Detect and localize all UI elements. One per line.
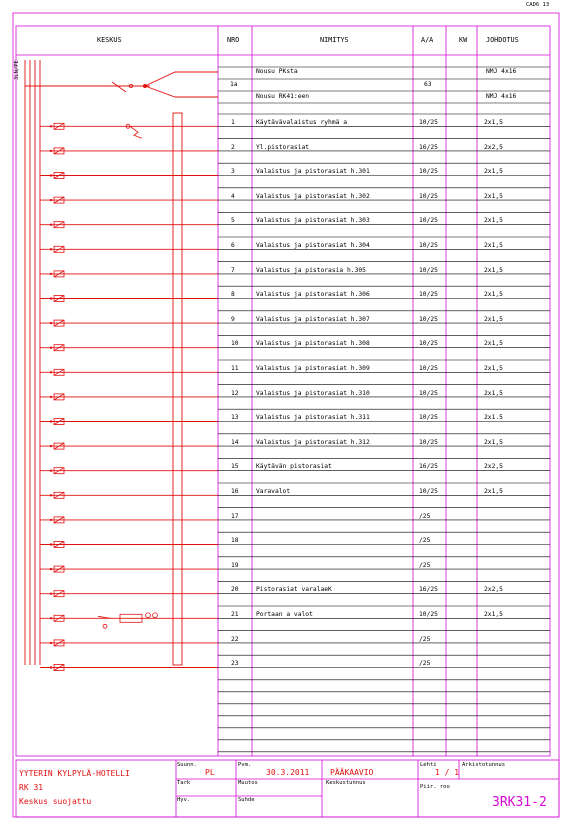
- breaker-dot: [50, 224, 52, 226]
- circuit-12-nimitys: Valaistus ja pistorasiat h.310: [256, 389, 370, 397]
- breaker-dot: [50, 347, 52, 349]
- circuit-21-johdotus: 2x1,5: [484, 611, 503, 618]
- circuit-6-aa: 10/25: [419, 242, 438, 249]
- circuit-13-aa: 10/25: [419, 414, 438, 422]
- indicator-lamp-2: [153, 613, 158, 618]
- circuit-12-nro: 12: [231, 389, 239, 397]
- circuit-4-aa: 10/25: [419, 192, 438, 200]
- label-arkistotunnus: Arkistotunnus: [462, 762, 506, 768]
- breaker-dot: [50, 568, 52, 570]
- circuit-21-aa: 10/25: [419, 611, 438, 618]
- circuit-13-johdotus: 2x1.5: [484, 414, 503, 422]
- main-switch: [112, 82, 126, 92]
- breaker-dot: [50, 273, 52, 275]
- value-pvm: 30.3.2011: [266, 768, 310, 777]
- header-johdotus: JOHDOTUS: [486, 36, 519, 44]
- circuit-7-nro: 7: [231, 266, 235, 274]
- breaker-dot: [50, 125, 52, 127]
- circuit-3-aa: 10/25: [419, 168, 438, 176]
- header-keskus: KESKUS: [97, 36, 122, 44]
- header-kw: KW: [459, 36, 468, 44]
- breaker-dot: [50, 248, 52, 250]
- circuit-7-johdotus: 2x1,5: [484, 266, 503, 274]
- busbar: [173, 113, 182, 665]
- breaker-dot: [50, 666, 52, 668]
- circuit-5-nro: 5: [231, 217, 235, 225]
- circuit-5-johdotus: 2x1,5: [484, 217, 503, 225]
- breaker-dot: [50, 199, 52, 201]
- circuit-3-nro: 3: [231, 168, 235, 176]
- circuit-1-nro: 1: [231, 119, 235, 126]
- label-lehti: Lehti: [420, 762, 437, 768]
- circuit-6-nro: 6: [231, 242, 235, 249]
- label-piir: Piir. roo: [420, 784, 450, 790]
- circuit-9-johdotus: 2x1,5: [484, 315, 503, 323]
- circuit-23-aa: /25: [419, 660, 431, 668]
- breaker-dot: [50, 593, 52, 595]
- circuit-2-aa: 16/25: [419, 143, 438, 151]
- breaker-dot: [50, 297, 52, 299]
- circuit-19-nro: 19: [231, 561, 239, 569]
- label-keskustunnus: Keskustunnus: [326, 780, 366, 786]
- breaker-dot: [50, 174, 52, 176]
- label-muutos: Muutos: [238, 780, 258, 786]
- breaker-dot: [50, 494, 52, 496]
- circuit-10-nimitys: Valaistus ja pistorasiat h.308: [256, 340, 370, 348]
- circuit-2-nimitys: Yl.pistorasiat: [256, 143, 310, 151]
- feed-riser-line: [145, 86, 218, 97]
- circuit-18-nro: 18: [231, 537, 239, 545]
- circuit-20-nimitys: Pistorasiat varalaeK: [256, 586, 332, 594]
- project-description: Keskus suojattu: [19, 797, 92, 806]
- breaker-dot: [50, 371, 52, 373]
- circuit-4-nimitys: Valaistus ja pistorasiat h.302: [256, 192, 370, 200]
- feed-up-line: [145, 72, 218, 86]
- circuit-11-aa: 10/25: [419, 365, 438, 372]
- circuit-2-nro: 2: [231, 143, 235, 151]
- circuit-7-nimitys: Valaistus ja pistorasia h.305: [256, 266, 366, 274]
- circuit-15-johdotus: 2x2,5: [484, 463, 503, 471]
- label-suhde: Suhde: [238, 797, 255, 803]
- feed-row-1-nimitys: Nousu PKsta: [256, 68, 298, 75]
- circuit-19-aa: /25: [419, 561, 431, 569]
- breaker-dot: [50, 445, 52, 447]
- indicator-lamp-1: [146, 613, 151, 618]
- circuit-12-aa: 10/25: [419, 389, 438, 397]
- push-button: [103, 624, 107, 628]
- circuit-11-nro: 11: [231, 365, 239, 372]
- breaker-dot: [50, 322, 52, 324]
- breaker-dot: [50, 543, 52, 545]
- circuit-9-nimitys: Valaistus ja pistorasiat h.307: [256, 315, 370, 323]
- circuit-9-nro: 9: [231, 315, 235, 323]
- circuit-18-aa: /25: [419, 537, 431, 545]
- circuit-1-aa: 10/25: [419, 119, 438, 126]
- circuit-8-aa: 10/25: [419, 291, 438, 299]
- circuit-8-nimitys: Valaistus ja pistorasiat h.306: [256, 291, 370, 299]
- sheet-code: CAD6 13: [526, 2, 550, 8]
- circuit-20-nro: 20: [231, 586, 239, 594]
- header-nro: NRO: [227, 36, 240, 44]
- circuit-14-nro: 14: [231, 438, 239, 446]
- circuit-7-aa: 10/25: [419, 266, 438, 274]
- feed-row-3-nimitys: Nousu RK41:een: [256, 93, 310, 100]
- circuit-17-aa: /25: [419, 512, 431, 520]
- circuit-10-johdotus: 2x1,5: [484, 340, 503, 348]
- feed-row-3-johdotus: NMJ 4x16: [486, 93, 517, 100]
- label-hyv: Hyv.: [177, 797, 191, 803]
- feed-row-1-johdotus: NMJ 4x16: [486, 68, 517, 75]
- circuit-4-nro: 4: [231, 192, 235, 200]
- feed-row-2-aa: 63: [424, 81, 432, 88]
- circuit-3-nimitys: Valaistus ja pistorasiat h.301: [256, 168, 370, 176]
- circuit-13-nimitys: Valaistus ja pistorasiat h.311: [256, 414, 370, 422]
- project-subtitle: RK 31: [19, 783, 44, 792]
- circuit-16-nro: 16: [231, 488, 239, 495]
- circuit-9-aa: 10/25: [419, 315, 438, 323]
- circuit-12-johdotus: 2x1,5: [484, 389, 503, 397]
- circuit-15-nimitys: Käytävän pistorasiat: [256, 463, 332, 471]
- circuit-20-aa: 16/25: [419, 586, 438, 594]
- breaker-dot: [50, 470, 52, 472]
- breaker-dot: [50, 150, 52, 152]
- circuit-4-johdotus: 2x1,5: [484, 192, 503, 200]
- circuit-14-aa: 10/25: [419, 438, 438, 446]
- circuit-10-nro: 10: [231, 340, 239, 348]
- circuit-14-nimitys: Valaistus ja pistorasiat h.312: [256, 438, 370, 446]
- feed-row-2-nro: 1a: [230, 81, 238, 88]
- label-pvm: Pvm.: [238, 762, 252, 768]
- circuit-20-johdotus: 2x2,5: [484, 586, 503, 594]
- circuit-16-aa: 10/25: [419, 488, 438, 495]
- label-suunn: Suunn.: [177, 762, 197, 768]
- circuit-13-nro: 13: [231, 414, 239, 422]
- label-tark: Tark: [177, 780, 191, 786]
- breaker-dot: [50, 519, 52, 521]
- relay-coil: [130, 126, 142, 138]
- circuit-10-aa: 10/25: [419, 340, 438, 348]
- header-aa: A/A: [421, 36, 434, 44]
- project-name: YYTERIN KYLPYLÄ-HOTELLI: [19, 769, 130, 778]
- header-nimitys: NIMITYS: [320, 36, 349, 44]
- breaker-dot: [50, 396, 52, 398]
- circuit-5-nimitys: Valaistus ja pistorasiat h.303: [256, 217, 370, 225]
- circuit-15-nro: 15: [231, 463, 239, 471]
- value-lehti: 1 / 1: [435, 768, 460, 777]
- circuit-15-aa: 16/25: [419, 463, 438, 471]
- breaker-dot: [50, 420, 52, 422]
- circuit-22-nro: 22: [231, 635, 239, 643]
- circuit-17-nro: 17: [231, 512, 239, 520]
- circuit-6-nimitys: Valaistus ja pistorasiat h.304: [256, 242, 370, 249]
- circuit-8-johdotus: 2x1,5: [484, 291, 503, 299]
- value-drawing-type: PÄÄKAAVIO: [330, 768, 374, 777]
- circuit-1-nimitys: Käytävävalaistus ryhmä a: [256, 119, 347, 126]
- breaker-dot: [50, 617, 52, 619]
- circuit-6-johdotus: 2x1,5: [484, 242, 503, 249]
- circuit-14-johdotus: 2x1,5: [484, 438, 503, 446]
- circuit-22-aa: /25: [419, 635, 431, 643]
- circuit-21-nro: 21: [231, 611, 239, 618]
- value-suunn: PL: [205, 768, 215, 777]
- circuit-3-johdotus: 2x1,5: [484, 168, 503, 176]
- circuit-21-nimitys: Portaan a valot: [256, 611, 313, 618]
- circuit-2-johdotus: 2x2,5: [484, 143, 503, 151]
- supply-label: 3LN/PE: [14, 60, 20, 80]
- circuit-8-nro: 8: [231, 291, 235, 299]
- circuit-16-nimitys: Varavalot: [256, 488, 291, 495]
- circuit-16-johdotus: 2x1,5: [484, 488, 503, 495]
- drawing-number: 3RK31-2: [492, 795, 547, 810]
- schematic-drawing: [25, 60, 218, 671]
- circuit-1-johdotus: 2x1,5: [484, 119, 503, 126]
- circuit-11-johdotus: 2x1,5: [484, 365, 503, 372]
- circuit-11-nimitys: Valaistus ja pistorasiat h.309: [256, 365, 370, 372]
- circuit-5-aa: 10/25: [419, 217, 438, 225]
- circuit-23-nro: 23: [231, 660, 239, 668]
- breaker-dot: [50, 642, 52, 644]
